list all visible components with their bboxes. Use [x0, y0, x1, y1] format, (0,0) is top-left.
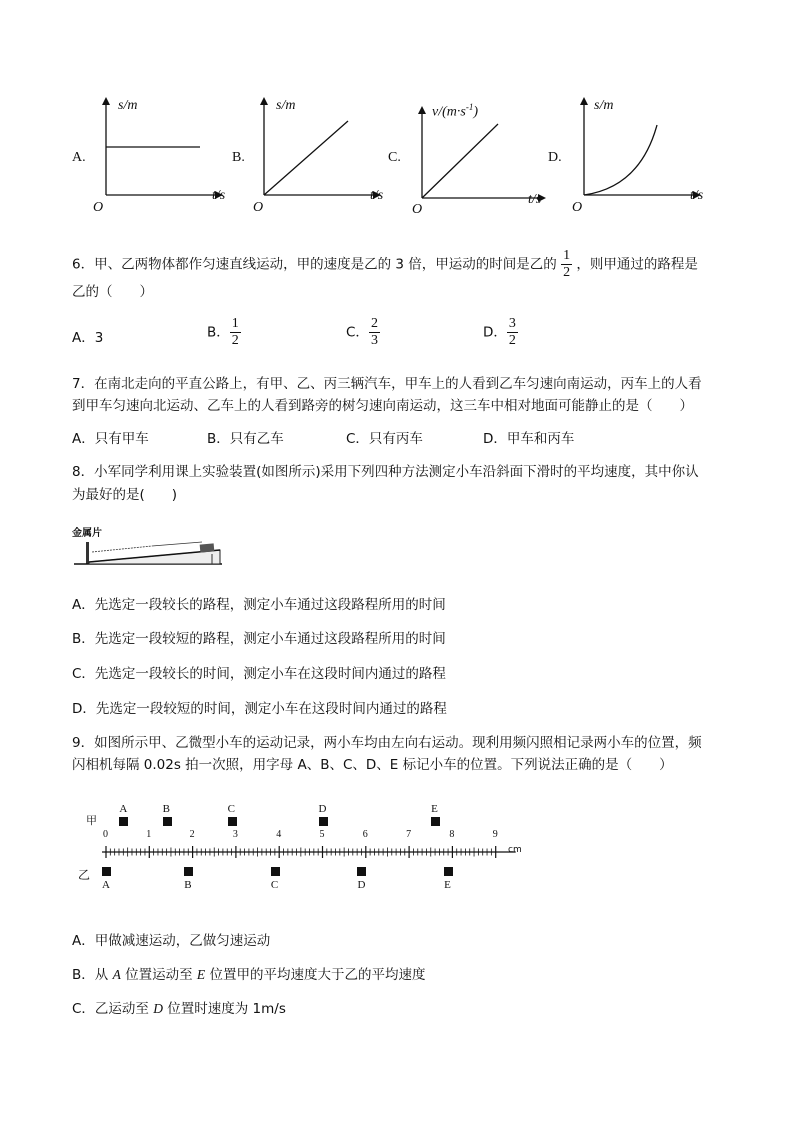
graph-b-xlabel: t/s — [370, 188, 384, 203]
q7-option-a: A．只有甲车 — [72, 431, 149, 447]
q8-line1: 8．小军同学利用课上实验装置(如图所示)采用下列四种方法测定小车沿斜面下滑时的平均速度，其中你认 — [72, 464, 699, 480]
ruler-tick-label: 3 — [232, 829, 238, 840]
q8-figure-label: 金属片 — [72, 528, 102, 539]
q9-option-b: B．从 A 位置运动至 E 位置甲的平均速度大于乙的平均速度 — [72, 967, 426, 983]
graph-d-xlabel: t/s — [690, 188, 704, 203]
jia-car-marker — [431, 817, 440, 826]
ruler — [100, 832, 520, 868]
yi-mark-label: C — [270, 879, 279, 891]
ruler-tick-label: 1 — [146, 829, 152, 840]
graph-b — [250, 95, 390, 220]
graph-b-ylabel: s/m — [276, 98, 296, 113]
yi-car-marker — [357, 867, 366, 876]
graph-d-origin: O — [572, 200, 583, 215]
q9-option-a: A．甲做减速运动，乙做匀速运动 — [72, 933, 271, 949]
graph-b-origin: O — [253, 200, 264, 215]
ruler-tick-label: 0 — [103, 829, 108, 840]
q6-option-c: C． $\frac{2}{3}$ — [346, 316, 378, 348]
q7-option-d: D．甲车和丙车 — [483, 431, 575, 447]
q8-option-b: B．先选定一段较短的路程，测定小车通过这段路程所用的时间 — [72, 631, 446, 647]
q9-option-c: C．乙运动至 D 位置时速度为 1m/s — [72, 1001, 286, 1017]
yi-mark-label: A — [102, 879, 110, 891]
ruler-tick-label: 4 — [276, 829, 282, 840]
ruler-tick-label: 5 — [319, 829, 325, 840]
q8-line2: 为最好的是( ) — [72, 487, 178, 503]
graph-d-letter: D. — [548, 150, 562, 165]
jia-mark-label: B — [162, 803, 170, 815]
jia-car-marker — [319, 817, 328, 826]
graph-c-xlabel: t/s — [528, 192, 542, 207]
q8-option-d: D．先选定一段较短的时间，测定小车在这段时间内通过的路程 — [72, 701, 447, 717]
q6-line1: 6．甲、乙两物体都作匀速直线运动，甲的速度是乙的 3 倍，甲运动的时间是乙的 $\frac{1}{2}$ ，则甲通过的路程是 — [72, 248, 698, 280]
yi-mark-label: E — [444, 879, 451, 891]
yi-car-marker — [444, 867, 453, 876]
jia-car-marker — [119, 817, 128, 826]
ruler-tick-label: 9 — [492, 829, 498, 840]
label-yi: 乙 — [78, 868, 91, 882]
q7-option-b: B．只有乙车 — [207, 431, 284, 447]
graph-a-origin: O — [93, 200, 104, 215]
yi-mark-label: D — [357, 879, 366, 891]
q7-line1: 7．在南北走向的平直公路上，有甲、乙、丙三辆汽车，甲车上的人看到乙车匀速向南运动，丙车上的人看 — [72, 376, 702, 392]
jia-mark-label: E — [431, 803, 438, 815]
jia-mark-label: D — [318, 803, 327, 815]
graph-a-letter: A. — [72, 150, 86, 165]
graph-b-letter: B. — [232, 150, 245, 165]
graph-c-line — [422, 124, 498, 198]
graph-b-line — [264, 121, 348, 195]
graph-c-letter: C. — [388, 150, 401, 165]
q9-line2: 闪相机每隔 0.02s 拍一次照，用字母 A、B、C、D、E 标记小车的位置。下列说法正确的是（ ） — [72, 757, 673, 773]
incline-figure — [72, 532, 232, 568]
yi-mark-label: B — [184, 879, 192, 891]
q6-fraction: $\frac{1}{2}$ — [563, 248, 571, 280]
graph-a-xlabel: t/s — [212, 188, 226, 203]
q7-option-c: C．只有丙车 — [346, 431, 423, 447]
q6-option-d: D． $\frac{3}{2}$ — [483, 316, 516, 348]
yi-car-marker — [271, 867, 280, 876]
q8-option-c: C．先选定一段较长的时间，测定小车在这段时间内通过的路程 — [72, 666, 446, 682]
graph-d-ylabel: s/m — [594, 98, 614, 113]
graph-c-ylabel: $v/(m\cdot s^{-1})$ — [432, 102, 478, 120]
ruler-tick-label: 8 — [449, 829, 455, 840]
q6-option-a: A．3 — [72, 330, 104, 346]
graph-d-curve — [584, 125, 657, 195]
q8-option-a: A．先选定一段较长的路程，测定小车通过这段路程所用的时间 — [72, 597, 446, 613]
ruler-tick-label: 7 — [406, 829, 412, 840]
jia-car-marker — [163, 817, 172, 826]
ruler-tick-label: 6 — [362, 829, 368, 840]
graph-a — [90, 95, 230, 220]
yi-car-marker — [184, 867, 193, 876]
jia-mark-label: A — [119, 803, 128, 815]
q9-line1: 9．如图所示甲、乙微型小车的运动记录，两小车均由左向右运动。现利用频闪照相记录两小车的位置，频 — [72, 735, 702, 751]
label-jia: 甲 — [86, 814, 97, 827]
jia-mark-label: C — [227, 803, 235, 815]
q7-line2: 到甲车匀速向北运动、乙车上的人看到路旁的树匀速向南运动，这三车中相对地面可能静止的是（ ） — [72, 398, 693, 414]
graph-d — [570, 95, 710, 220]
q6-line2: 乙的（ ） — [72, 284, 153, 300]
graph-a-ylabel: s/m — [118, 98, 138, 113]
jia-car-marker — [228, 817, 237, 826]
graph-c-origin: O — [412, 202, 423, 217]
ruler-unit: cm — [508, 845, 522, 855]
yi-car-marker — [102, 867, 111, 876]
q6-option-b: B． $\frac{1}{2}$ — [207, 316, 239, 348]
ruler-tick-label: 2 — [189, 829, 195, 840]
